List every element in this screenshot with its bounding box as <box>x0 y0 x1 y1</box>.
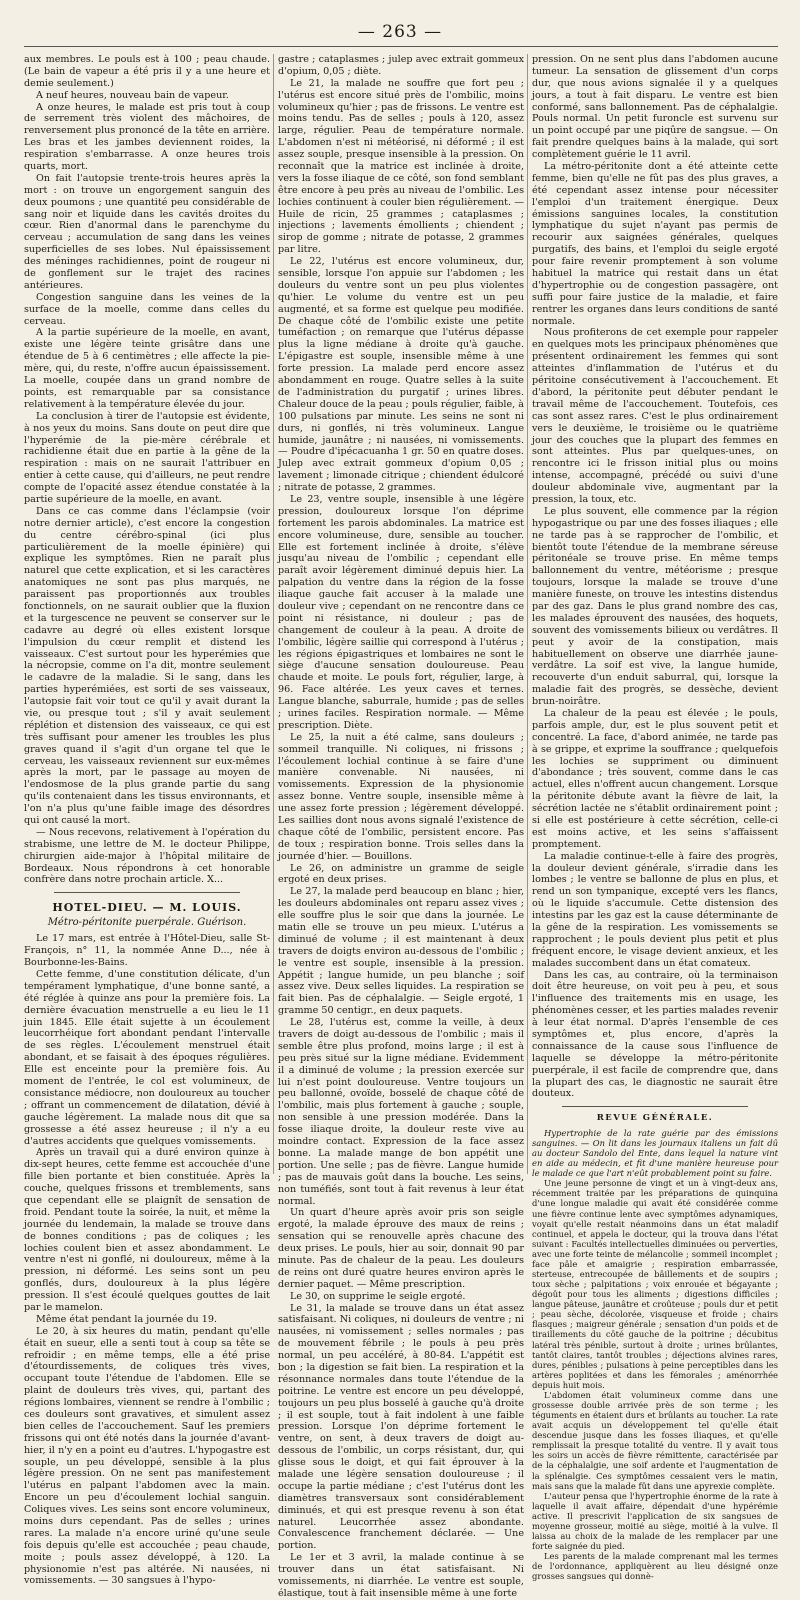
paragraph: Hypertrophie de la rate guérie par des émissions sanguines. — On lit dans les journaux italiens un fait dû au docteur Sandolo del Ente, dans lequel la nature vint en aide au médecin, et fit d'une manière heureuse pour le malade ce que l'art n'eût probablement point su faire. <box>532 1127 778 1179</box>
paragraph: Congestion sanguine dans les veines de la surface de la moelle, comme dans celles du cerveau. <box>24 291 270 327</box>
page-number: — 263 — <box>357 22 443 42</box>
section-divider <box>54 892 240 893</box>
review-title: REVUE GÉNÉRALE. <box>596 1113 714 1124</box>
paragraph: A neuf heures, nouveau bain de vapeur. <box>36 89 229 101</box>
paragraph: L'abdomen était volumineux comme dans une grossesse double arrivée près de son terme ; les téguments en étaient durs et brûlants au toucher. La rate avait acquis un développement tel qu'elle était descendue jusque dans les fosses iliaques, et qu'elle remplissait la presque totalité du ventre. Il y avait tous les soirs un accès de fièvre rémittente, caractérisée par de la céphalalgie, une soif ardente et l'augmentation de la splénalgie. Ces symptômes cessaient vers le matin, mais sans que la malade fût dans une apyrexie complète. <box>532 1389 778 1491</box>
paragraph: Le plus souvent, elle commence par la région hypogastrique ou par une des fosses iliaques ; elle ne tarde pas à se rapprocher de l'ombilic, et bientôt toute l'étendue de la membrane séreuse péritonéale se trouve prise. En même temps ballonnement du ventre, météorisme ; presque toujours, lorsque la malade se trouve d'une manière funeste, on trouve les intestins distendus par des gaz. Dans le plus grand nombre des cas, les malades éprouvent des nausées, des hoquets, souvent des vomissements bilieux ou verdâtres. Il peut y avoir de la constipation, mais habituellement on observe une diarrhée jaune-verdâtre. La soif est vive, la langue humide, recouverte d'un enduit saburral, qui, lorsque la maladie fait des progrès, se dessèche, devient brun-noirâtre. <box>532 505 778 708</box>
paragraph: Le 26, on administre un gramme de seigle ergoté en deux prises. <box>278 862 524 886</box>
paragraph: Le 1er et 3 avril, la malade continue à se trouver dans un état satisfaisant. Ni vomissements, ni diarrhée. Le ventre est souple, élastique, tout à fait insensible même à une forte <box>278 1552 524 1599</box>
paragraph: L'auteur pensa que l'hypertrophie énorme de la rate à laquelle il avait affaire, dépendait d'une hypérémie active. Il prescrivit l'application de six sangsues de moyenne grosseur, moitié au siège, moitié à la vulve. Il laissa au choix de la malade de les remplacer par une forte saignée du pied. <box>532 1490 778 1552</box>
columns <box>24 54 778 1599</box>
paragraph: Cette femme, d'une constitution délicate, d'un tempérament lymphatique, d'une bonne santé, a été réglée à quinze ans pour la première fois. La dernière évacuation menstruelle a eu lieu le 11 juin 1845. Elle était sujette à un écoulement leucorrhéique fort abondant pendant l'intervalle de ses règles. L'écoulement menstruel était abondant, et se faisait à des époques régulières. Elle est enceinte pour la première fois. Au moment de l'entrée, le col est volumineux, de consistance médiocre, non douloureux au toucher ; offrant un commencement de dilatation, dévié à gauche légèrement. La malade nous dit que sa grossesse a été assez heureuse ; il n'y a eu d'autres accidents que quelques vomissements. <box>24 969 270 1147</box>
section-title: HOTEL-DIEU. — M. LOUIS. <box>52 901 242 915</box>
paragraph: Le 31, la malade se trouve dans un état assez satisfaisant. Ni coliques, ni douleurs de ventre ; ni nausées, ni vomissement ; selles normales ; pas de mouvement fébrile ; le pouls à peu près normal, un peu accéléré, à 80-84. L'appétit est bon ; la digestion se fait bien. La respiration et la résonnance normales dans toute l'étendue de la poitrine. Le ventre est encore un peu développé, toujours un peu plus bosselé à gauche qu'à droite ; il est souple, tout à fait indolent à une faible pression. Lorsque l'on déprime fortement le ventre, on sent, à deux travers de doigt au-dessous de l'ombilic, un corps résistant, dur, qui glisse sous le doigt, et qui fait éprouver à la malade une légère sensation douloureuse ; il occupe la partie médiane ; c'est l'utérus dont les diamètres transversaux sont considérablement diminués, et qui est presque revenu à son état naturel. Leucorrhée assez abondante. Convalescence franchement déclarée. — Une portion. <box>278 1302 524 1552</box>
col1-case-text <box>24 933 270 1587</box>
column-1 <box>24 54 270 1587</box>
paragraph: Le 28, l'utérus est, comme la veille, à deux travers de doigt au-dessous de l'ombilic ; mais il semble être plus profond, moins large ; il est à peu près situé sur la ligne médiane. Evidemment il a diminué de volume ; la pression exercée sur lui n'est point douloureuse. Ventre toujours un peu ballonné, ovoïde, bosselé de chaque côté de l'ombilic, mais plus fortement à gauche ; souple, non sensible à une pression modérée. Dans la fosse iliaque droite, la douleur reste vive au moindre contact. Expression de la face assez bonne. La malade mange de bon appétit une portion. Une selle ; pas de fièvre. Langue humide ; pas de mauvais goût dans la bouche. Les seins, non tuméfiés, sont tout à fait revenus à leur état normal. <box>278 1017 524 1207</box>
col1-text <box>24 54 270 886</box>
paragraph: Le 27, la malade perd beaucoup en blanc ; hier, les douleurs abdominales ont reparu assez vives ; elle souffre plus le soir que dans la journée. Le matin elle se trouve un peu mieux. L'utérus a diminué de volume ; il est maintenant à deux travers de doigts environ au-dessous de l'ombilic ; le ventre est souple, insensible à la pression. Appétit ; langue humide, un peu blanche ; soif assez vive. Deux selles liquides. La respiration se fait bien. Pas de céphalalgie. — Seigle ergoté, 1 gramme 50 centigr., en deux paquets. <box>278 886 524 1017</box>
paragraph: — Nous recevons, relativement à l'opération du strabisme, une lettre de M. le docteur Philippe, chirurgien aide-major à l'hôpital militaire de Bordeaux. Nous répondrons à cet honorable confrère dans notre prochain article. X... <box>24 826 270 886</box>
paragraph: Le 21, la malade ne souffre que fort peu ; l'utérus est encore situé près de l'ombilic, moins volumineux qu'hier ; pas de frissons. Le ventre est moins tendu. Pas de selles ; pouls à 120, assez large, régulier. Peau de température normale. L'abdomen n'est ni météorisé, ni déformé ; il est assez souple, presque insensible à la pression. On reconnaît que la matrice est inclinée à droite, vers la fosse iliaque de ce côté, son fond semblant être encore à peu près au niveau de l'ombilic. Les lochies continuent à couler bien régulièrement. — Huile de ricin, 25 grammes ; cataplasmes ; injections ; lavements émollients ; chiendent ; sirop de gomme ; nitrate de potasse, 2 grammes par litre. <box>278 77 524 256</box>
paragraph: Le 17 mars, est entrée à l'Hôtel-Dieu, salle St-François, n° 11, la nommée Anne D..., née à Bourbonne-les-Bains. <box>24 933 270 969</box>
review-text <box>532 1128 778 1582</box>
paragraph: Le 22, l'utérus est encore volumineux, dur, sensible, lorsque l'on appuie sur l'abdomen ; les douleurs du ventre sont un peu plus violentes qu'hier. Le volume du ventre est un peu augmenté, et sa forme est quelque peu modifiée. De chaque côté de l'ombilic existe une petite tuméfaction ; on remarque que l'utérus dépasse plus la ligne médiane à droite qu'à gauche. L'épigastre est souple, insensible même à une forte pression. La malade perd encore assez abondamment en rouge. Quatre selles à la suite de l'administration du purgatif ; urines libres. Chaleur douce de la peau ; pouls régulier, faible, à 100 pulsations par minute. Les seins ne sont ni durs, ni gonflés, ni très volumineux. Langue humide, jaunâtre ; ni nausées, ni vomissements. — Poudre d'ipécacuanha 1 gr. 50 en quatre doses. Julep avec extrait gommeux d'opium 0,05 ; lavement ; limonade citrique ; chiendent édulcoré ; nitrate de potasse, 2 grammes. <box>278 256 524 494</box>
column-3 <box>532 54 778 1582</box>
paragraph: Le 23, ventre souple, insensible à une légère pression, douloureux lorsque l'on déprime fortement les parois abdominales. La matrice est encore volumineuse, dure, sensible au toucher. Elle est fortement inclinée à droite, s'élève jusqu'au niveau de l'ombilic ; cependant elle paraît avoir légèrement diminué depuis hier. La palpation du ventre dans la région de la fosse iliaque gauche fait accuser à la malade une douleur vive ; cependant on ne rencontre dans ce point ni résistance, ni douleur ; pas de changement de couleur à la peau. A droite de l'ombilic, légère saillie qui correspond à l'utérus ; les régions épigastriques et lombaires ne sont le siège d'aucune sensation douloureuse. Peau chaude et moite. Le pouls fort, régulier, large, à 96. Face altérée. Les yeux caves et ternes. Langue blanche, saburrale, humide ; pas de selles ; urines faciles. Respiration normale. — Même prescription. Diète. <box>278 493 524 731</box>
paragraph: aux membres. Le pouls est à 100 ; peau chaude. (Le bain de vapeur a été pris il y a une heure et demie seulement.) <box>24 54 270 89</box>
paragraph: La chaleur de la peau est élevée ; le pouls, parfois ample, dur, est le plus souvent petit et concentré. La face, d'abord animée, ne tarde pas à se grippe, et exprime la souffrance ; quelquefois les lochies se suppriment ou diminuent d'abondance ; très souvent, comme dans le cas actuel, elles n'offrent aucun changement. Lorsque la péritonite débute avant la fièvre de lait, la sécrétion lactée ne s'établit ordinairement point ; si elle est postérieure à cette sécrétion, celle-ci est moins active, et les seins s'affaissent promptement. <box>532 707 778 850</box>
paragraph: Un quart d'heure après avoir pris son seigle ergoté, la malade éprouve des maux de reins ; sensation qui se renouvelle après chacune des deux prises. Le pouls, hier au soir, donnait 90 par minute. Pas de chaleur de la peau. Les douleurs de reins ont duré quatre heures environ après le dernier paquet. — Même prescription. <box>278 1207 524 1290</box>
paragraph: On fait l'autopsie trente-trois heures après la mort : on trouve un engorgement sanguin des deux poumons ; une quantité peu considérable de sang noir et liquide dans les cavités droites du cœur. Rien d'anormal dans le parenchyme du cerveau ; accumulation de sang dans les veines superficielles de ses lobes. Nul épaississement des méninges rachidiennes, point de rougeur ni de gonflement sur le trajet des racines antérieures. <box>24 172 270 291</box>
paragraph: Dans ce cas comme dans l'éclampsie (voir notre dernier article), c'est encore la congestion du centre cérébro-spinal (ici plus particulièrement de la moelle épinière) qui explique les symptômes. Rien ne paraît plus naturel que cette explication, et si les caractères anatomiques ne sont pas plus marqués, ne paraissent pas proportionnés aux troubles fonctionnels, on ne saurait oublier que la fluxion et la turgescence ne peuvent se conserver sur le cadavre au degré où elles existent lorsque l'impulsion du cœur remplit et distend les vaisseaux. C'est surtout pour les hyperémies que la nécropsie, comme on l'a dit, montre seulement le cadavre de la maladie. Si le sang, dans les parties hyperémiées, est sorti de ses vaisseaux, l'autopsie fait voir tout ce qu'il y avait durant la vie, ou presque tout ; s'il y avait seulement réplétion et distension des vaisseaux, ce qui est très suffisant pour amener les troubles les plus graves quand il s'agit d'un organe tel que le cerveau, les vaisseaux reviennent sur eux-mêmes après la mort, par le passage au moyen de l'endosmose de la plus grande partie du sang qu'ils contenaient dans les tissus environnants, et l'on n'a plus qu'une faible image des désordres qui ont causé la mort. <box>24 505 270 826</box>
paragraph: Les parents de la malade comprenant mal les termes de l'ordonnance, appliquèrent au lieu désigné onze grosses sangsues qui donnè- <box>532 1551 778 1582</box>
paragraph: Nous profiterons de cet exemple pour rappeler en quelques mots les principaux phénomènes que présentent ordinairement les femmes qui sont atteintes d'inflammation de l'utérus et du péritoine consécutivement à l'accouchement. Et d'abord, la péritonite peut débuter pendant le travail même de l'accouchement. Toutefois, ces cas sont assez rares. C'est le plus ordinairement vers le deuxième, le troisième ou le quatrième jour des couches que la plupart des femmes en sont atteintes. Plus par quelques-unes, on rencontre ici le frisson initial plus ou moins intense, accompagné, précédé ou suivi d'une douleur abdominale vive, augmentant par la pression, la toux, etc. <box>532 327 778 505</box>
paragraph: Le 30, on supprime le seigle ergoté. <box>290 1290 466 1302</box>
paragraph: Une jeune personne de vingt et un à vingt-deux ans, récemment traitée par les préparations de quinquina d'une longue maladie qui avait été considérée comme une fièvre continue lente avec symptômes adynamiques, voyait qu'elle restait néanmoins dans un état maladif continuel, et appela le docteur, qui la trouva dans l'état suivant : Facultés intellectuelles diminuées ou perverties, avec une forte teinte de mélancolie ; sommeil incomplet ; face pâle et amaigrie ; respiration embarrassée, sterteuse, entrecoupée de bâillements et de soupirs ; toux sèche ; palpitations ; voix enrouée et bégayante ; dégoût pour tous les aliments ; digestions difficiles ; langue pâteuse, jaunâtre et croûteuse ; pouls dur et petit ; peau sèche, décolorée, visqueuse et froide ; chairs flasques ; maigreur générale ; sensation d'un poids et de tiraillements du côté gauche de la poitrine ; décubitus latéral très pénible, surtout à droite ; urines brûlantes, tantôt claires, tantôt troubles ; déjections alvines rares, dures, pénibles ; pulsations à peine perceptibles dans les artères poplitées et dans les fémorales ; aménorrhée depuis huit mois. <box>532 1178 778 1390</box>
header-rule <box>24 46 778 47</box>
paragraph: Le 20, à six heures du matin, pendant qu'elle était en sueur, elle a senti tout à coup sa tête se refroidir ; en même temps, elle a été prise d'étourdissements, de coliques très vives, occupant toute l'étendue de l'abdomen. Elle se plaint de douleurs très vives, qui, partant des régions lombaires, viennent se rendre à l'ombilic ; ces douleurs sont gravatives, et simulent assez bien celles de l'accouchement. Sauf les premiers frissons qui ont été notés dans la journée d'avant-hier, il n'y en a point eu d'autres. L'hypogastre est souple, un peu développé, sensible à la plus légère pression. On ne sent pas manifestement l'utérus en palpant l'abdomen avec la main. Encore un peu d'écoulement lochial sanguin. Coliques vives. Les seins sont encore volumineux, moins durs cependant. Pas de selles ; urines rares. La malade n'a encore uriné qu'une seule fois depuis qu'elle est accouchée ; peau chaude, moite ; pouls assez développé, à 120. La physionomie n'est pas altérée. Ni nausées, ni vomissements. — 30 sangsues à l'hypo- <box>24 1325 270 1587</box>
paragraph: A onze heures, le malade est pris tout à coup de serrement très violent des mâchoires, de renversement plus prononcé de la tête en arrière. Les bras et les jambes deviennent roides, la respiration s'embarrasse. A onze heures trois quarts, mort. <box>24 101 270 173</box>
paragraph: Même état pendant la journée du 19. <box>36 1313 217 1325</box>
paragraph: La métro-péritonite dont a été atteinte cette femme, bien qu'elle ne fût pas des plus graves, a été cependant assez intense pour nécessiter l'emploi d'un traitement énergique. Deux émissions sanguines locales, la constitution lymphatique du sujet n'ayant pas permis de recourir aux saignées générales, quelques purgatifs, des bains, et l'emploi du seigle ergoté pour faire revenir promptement à son volume habituel la matrice qui restait dans un état d'hypertrophie ou de congestion passagère, ont suffi pour faire justice de la maladie, et faire rentrer les organes dans leurs conditions de santé normale. <box>532 161 778 327</box>
column-2 <box>278 54 524 1599</box>
paragraph: Dans les cas, au contraire, où la terminaison doit être heureuse, on voit peu à peu, et sous l'influence des traitements mis en usage, les phénomènes cesser, et les parties malades revenir à leur état normal. D'après l'ensemble de ces symptômes et, plus encore, d'après la connaissance de la cause sous l'influence de laquelle se développe la métro-péritonite puerpérale, il est facile de comprendre que, dans la plupart des cas, le diagnostic ne saurait être douteux. <box>532 969 778 1100</box>
paragraph: La conclusion à tirer de l'autopsie est évidente, à nos yeux du moins. Sans doute on peut dire que l'hyperémie de la pie-mère cérébrale et rachidienne était due en partie à la gêne de la respiration : mais on ne saurait l'attribuer en entier à cette cause, qui d'ailleurs, ne peut rendre compte de l'opacité assez étendue constatée à la partie supérieure de la moelle, en avant. <box>24 410 270 505</box>
paragraph: La maladie continue-t-elle à faire des progrès, la douleur devient générale, s'irradie dans les lombes ; le ventre se ballonne de plus en plus, et rend un son tympanique, excepté vers les flancs, où le liquide s'accumule. Cette distension des intestins par les gaz est la cause déterminante de la gêne de la respiration. Les vomissements se rapprochent ; le pouls devient plus petit et plus fréquent encore, le visage devient anxieux, et les malades succombent dans un état comateux. <box>532 850 778 969</box>
section-subtitle: Métro-péritonite puerpérale. Guérison. <box>47 916 247 928</box>
paragraph: Après un travail qui a duré environ quinze à dix-sept heures, cette femme est accouchée d'une fille bien portante et bien constituée. Après la couche, quelques frissons et tremblements, sans que cependant elle se plaignît de sensation de froid. Pendant toute la soirée, la nuit, et même la journée du lendemain, la malade se trouve dans de bonnes conditions ; pas de coliques ; les lochies coulent bien et assez abondamment. Le ventre n'est ni gonflé, ni douloureux, même à la pression, ni déformé. Les seins sont un peu gonflés, durs, douloureux à la plus légère pression. Il s'est écoulé quelques gouttes de lait par le mamelon. <box>24 1147 270 1313</box>
paragraph: Le 25, la nuit a été calme, sans douleurs ; sommeil tranquille. Ni coliques, ni frissons ; l'écoulement lochial continue à se faire d'une manière convenable. Ni nausées, ni vomissements. Expression de la physionomie assez bonne. Ventre souple, insensible même à une assez forte pression ; légèrement développé. Les saillies dont nous avons signalé l'existence de chaque côté de l'ombilic, persistent encore. Pas de toux ; respiration bonne. Trois selles dans la journée d'hier. — Bouillons. <box>278 731 524 862</box>
paragraph: pression. On ne sent plus dans l'abdomen aucune tumeur. La sensation de glissement d'un corps dur, que nous avions signalée il y a quelques jours, a tout à fait disparu. Le ventre est bien conformé, sans ballonnement. Pas de céphalalgie. Pouls normal. Un petit furoncle est survenu sur un point occupé par une piqûre de sangsue. — On fait prendre quelques bains à la malade, qui sort complètement guérie le 11 avril. <box>532 54 778 161</box>
paragraph: A la partie supérieure de la moelle, en avant, existe une légère teinte grisâtre dans une étendue de 5 à 6 centimètres ; elle affecte la pie-mère, qui, du reste, n'offre aucun épaississement. La moelle, coupée dans un grand nombre de points, est remarquable par sa consistance relativement à la température élevée du jour. <box>24 327 270 410</box>
section-divider <box>562 1106 748 1107</box>
paragraph: gastre ; cataplasmes ; julep avec extrait gommeux d'opium, 0,05 ; diète. <box>278 54 524 77</box>
